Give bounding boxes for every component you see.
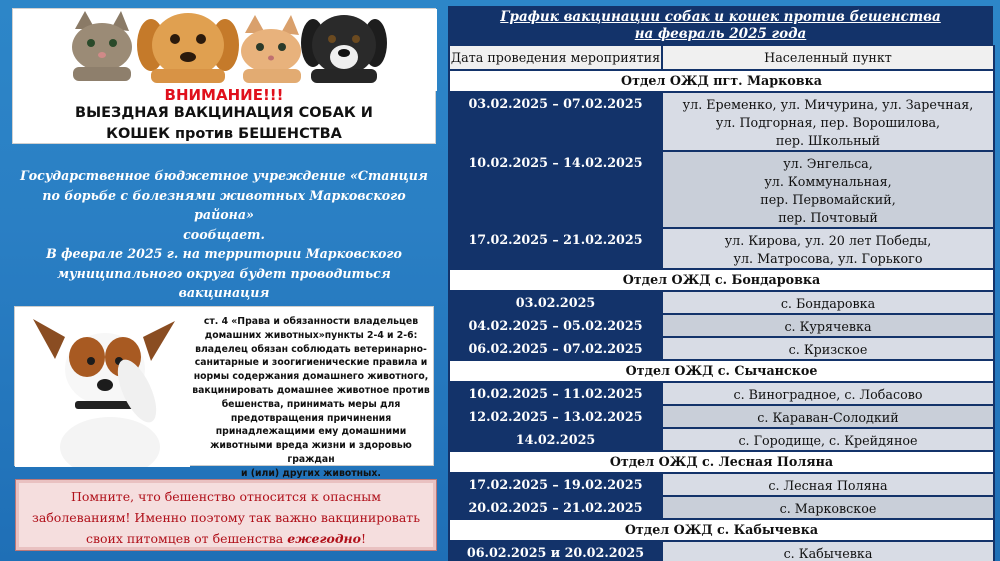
warning-heading: ВНИМАНИЕ!!! bbox=[164, 86, 284, 104]
section-row bbox=[449, 519, 994, 541]
section-title: Отдел ОЖД пгт. Марковка bbox=[449, 70, 994, 92]
schedule-title bbox=[448, 6, 993, 45]
date-cell: 10.02.2025 – 11.02.2025 bbox=[449, 382, 662, 405]
intro-line-1: Государственное бюджетное учреждение «Станция bbox=[20, 168, 428, 183]
intro-line-5: муниципального округа будет проводиться вакцинация bbox=[57, 265, 391, 300]
place-line: пер. Первомайский, bbox=[760, 191, 896, 207]
table-row bbox=[449, 228, 994, 269]
law-text bbox=[191, 315, 431, 481]
place-line: ул. Еременко, ул. Мичурина, ул. Заречная, bbox=[682, 96, 974, 112]
table-row bbox=[449, 496, 994, 519]
law-line: вакцинировать домашнее животное против bbox=[192, 384, 430, 396]
section-title: Отдел ОЖД с. Лесная Поляна bbox=[449, 451, 994, 473]
date-cell: 03.02.2025 – 07.02.2025 bbox=[449, 92, 662, 151]
law-line: бешенства, принимать меры для bbox=[221, 398, 401, 410]
saluting-dog-image bbox=[15, 307, 190, 467]
table-row bbox=[449, 473, 994, 496]
place-line: ул. Коммунальная, bbox=[764, 173, 892, 189]
place-cell bbox=[662, 314, 994, 337]
section-row bbox=[449, 70, 994, 92]
date-cell: 14.02.2025 bbox=[449, 428, 662, 451]
place-line: с. Городище, с. Крейдяное bbox=[738, 432, 918, 448]
place-cell bbox=[662, 405, 994, 428]
law-line: нормы содержания домашнего животного, bbox=[193, 371, 429, 383]
table-row bbox=[449, 428, 994, 451]
law-line: владелец обязан соблюдать ветеринарно- bbox=[195, 343, 427, 355]
place-cell bbox=[662, 496, 994, 519]
intro-line-4: В феврале 2025 г. на территории Марковского bbox=[46, 246, 402, 261]
place-line: ул. Матросова, ул. Горького bbox=[733, 250, 923, 266]
schedule-table bbox=[448, 45, 995, 561]
schedule-title-line-2: на февраль 2025 года bbox=[634, 26, 807, 42]
reminder-emphasis: ежегодно bbox=[287, 531, 361, 546]
law-excerpt-panel bbox=[14, 306, 434, 479]
table-row bbox=[449, 291, 994, 314]
section-title: Отдел ОЖД с. Кабычевка bbox=[449, 519, 994, 541]
place-cell bbox=[662, 337, 994, 360]
section-title: Отдел ОЖД с. Сычанское bbox=[449, 360, 994, 382]
law-line: предотвращения причинения bbox=[230, 412, 392, 424]
reminder-line-3-pre: своих питомцев от бешенства bbox=[85, 531, 288, 546]
reminder-line-1: Помните, что бешенство относится к опасным bbox=[71, 489, 381, 504]
date-cell: 06.02.2025 – 07.02.2025 bbox=[449, 337, 662, 360]
schedule-panel bbox=[448, 6, 993, 561]
law-line: принадлежащими ему домашними bbox=[215, 426, 407, 438]
date-cell: 17.02.2025 – 21.02.2025 bbox=[449, 228, 662, 269]
date-cell: 04.02.2025 – 05.02.2025 bbox=[449, 314, 662, 337]
schedule-title-line-1: График вакцинации собак и кошек против бешенства bbox=[500, 9, 941, 25]
section-row bbox=[449, 360, 994, 382]
table-row bbox=[449, 314, 994, 337]
table-row bbox=[449, 337, 994, 360]
place-line: ул. Подгорная, пер. Ворошилова, bbox=[715, 114, 941, 130]
date-cell: 06.02.2025 и 20.02.2025 bbox=[449, 541, 662, 561]
section-row bbox=[449, 269, 994, 291]
column-header-date: Дата проведения мероприятия bbox=[449, 46, 662, 70]
law-line: ст. 4 «Права и обязанности владельцев bbox=[203, 316, 419, 327]
section-row bbox=[449, 451, 994, 473]
date-cell: 03.02.2025 bbox=[449, 291, 662, 314]
place-line: с. Виноградное, с. Лобасово bbox=[733, 386, 923, 402]
headline-line-1: ВЫЕЗДНАЯ ВАКЦИНАЦИЯ СОБАК И bbox=[75, 105, 373, 121]
place-cell bbox=[662, 541, 994, 561]
date-cell: 20.02.2025 – 21.02.2025 bbox=[449, 496, 662, 519]
place-line: с. Марковское bbox=[779, 500, 877, 516]
reminder-line-2: заболеваниям! Именно поэтому так важно вакцинировать bbox=[32, 510, 420, 525]
poster-headline bbox=[13, 103, 435, 145]
place-line: с. Курячевка bbox=[784, 318, 872, 334]
table-row bbox=[449, 541, 994, 561]
place-line: с. Караван-Солодкий bbox=[757, 409, 899, 425]
place-cell bbox=[662, 428, 994, 451]
vaccination-poster bbox=[12, 8, 436, 144]
golden-dog-image bbox=[137, 13, 239, 83]
black-dog-image bbox=[301, 15, 387, 83]
intro-announcement bbox=[12, 166, 436, 322]
date-cell: 17.02.2025 – 19.02.2025 bbox=[449, 473, 662, 496]
date-cell: 10.02.2025 – 14.02.2025 bbox=[449, 151, 662, 228]
law-line: санитарные и зоогигиенические правила и bbox=[194, 357, 428, 369]
table-row bbox=[449, 92, 994, 151]
reminder-line-3-post: ! bbox=[360, 531, 367, 546]
table-header-row bbox=[449, 46, 994, 70]
place-line: с. Лесная Поляна bbox=[768, 477, 888, 493]
place-line: ул. Кирова, ул. 20 лет Победы, bbox=[724, 232, 932, 248]
headline-line-2: КОШЕК против БЕШЕНСТВА bbox=[106, 126, 342, 142]
law-line: и (или) других животных. bbox=[241, 467, 381, 479]
pets-illustration bbox=[13, 9, 437, 91]
place-line: пер. Почтовый bbox=[778, 209, 878, 225]
date-cell: 12.02.2025 – 13.02.2025 bbox=[449, 405, 662, 428]
table-row bbox=[449, 405, 994, 428]
section-title: Отдел ОЖД с. Бондаровка bbox=[449, 269, 994, 291]
place-cell bbox=[662, 382, 994, 405]
place-cell bbox=[662, 473, 994, 496]
place-line: с. Бондаровка bbox=[780, 295, 876, 311]
place-cell bbox=[662, 291, 994, 314]
place-line: пер. Школьный bbox=[775, 132, 881, 148]
table-row bbox=[449, 151, 994, 228]
table-row bbox=[449, 382, 994, 405]
schedule-body bbox=[449, 70, 994, 561]
law-line: животными вреда жизни и здоровью граждан bbox=[210, 440, 412, 465]
reminder-box bbox=[16, 480, 436, 550]
intro-line-2: по борьбе с болезнями животных Марковского района» bbox=[42, 187, 406, 222]
place-line: с. Кабычевка bbox=[783, 545, 873, 561]
place-cell bbox=[662, 151, 994, 228]
place-cell bbox=[662, 228, 994, 269]
place-cell bbox=[662, 92, 994, 151]
column-header-place: Населенный пункт bbox=[662, 46, 994, 70]
place-line: ул. Энгельса, bbox=[783, 155, 873, 171]
law-line: домашних животных»пункты 2-4 и 2-6: bbox=[204, 329, 418, 341]
intro-line-3: сообщает. bbox=[183, 226, 265, 242]
place-line: с. Кризское bbox=[788, 341, 868, 357]
